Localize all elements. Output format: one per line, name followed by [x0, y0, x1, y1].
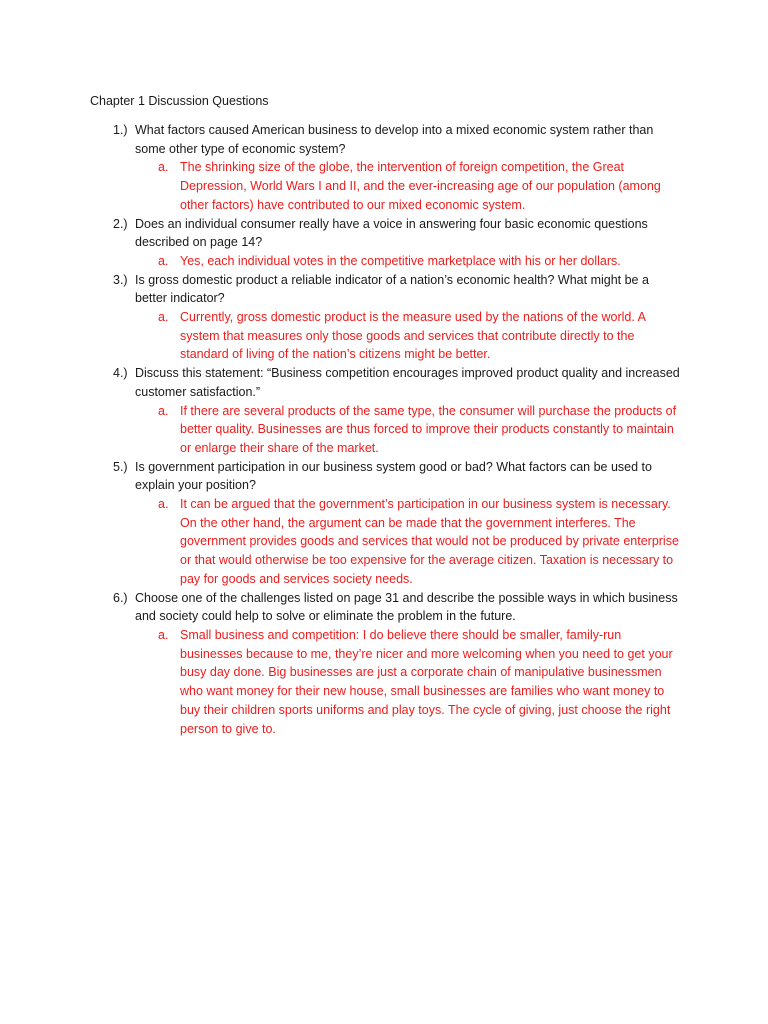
answer-text: Yes, each individual votes in the competitive marketplace with his or her dollars.	[180, 253, 621, 268]
question-number: 3.)	[113, 272, 128, 287]
question-number: 4.)	[113, 366, 128, 381]
question-text: What factors caused American business to develop into a mixed economic system rather than some other type of economic system?	[135, 123, 654, 156]
question-text-row	[0, 215, 768, 252]
question-item	[0, 364, 768, 458]
question-text: Choose one of the challenges listed on page 31 and describe the possible ways in which business and society could help to solve or eliminate the problem in the future.	[135, 590, 678, 624]
question-item	[0, 458, 768, 589]
answer-letter: a.	[158, 253, 169, 268]
answer-letter: a.	[158, 627, 169, 642]
question-text-row	[0, 271, 768, 308]
question-number: 6.)	[113, 590, 128, 605]
question-list	[0, 121, 768, 738]
answer-text: If there are several products of the same type, the consumer will purchase the products of better quality. Businesses are thus forced to improve their products constantly to maintain or enlarge their share of the market.	[180, 403, 677, 455]
answer-row	[0, 158, 768, 214]
question-text-row	[0, 121, 768, 158]
question-text-row	[0, 458, 768, 495]
document-title: Chapter 1 Discussion Questions	[90, 94, 269, 108]
question-text: Does an individual consumer really have a voice in answering four basic economic questions described on page 14?	[135, 216, 648, 250]
answer-text: Currently, gross domestic product is the measure used by the nations of the world. A system that measures only those goods and services that contribute directly to the standard of living of the nation’s citizens might be better.	[180, 310, 646, 362]
answer-row	[0, 252, 768, 271]
question-text: Is gross domestic product a reliable indicator of a nation’s economic health? What might be a better indicator?	[135, 272, 649, 306]
question-text-row	[0, 364, 768, 401]
answer-letter: a.	[158, 310, 169, 325]
answer-letter: a.	[158, 403, 169, 418]
answer-text: The shrinking size of the globe, the intervention of foreign competition, the Great Depression, World Wars I and II, and the ever-increasing age of our population (among other factors) have contributed to our mixed economic system.	[180, 160, 661, 212]
question-item	[0, 271, 768, 365]
answer-letter: a.	[158, 497, 169, 512]
question-text: Discuss this statement: “Business competition encourages improved product quality and increased customer satisfaction.”	[135, 366, 680, 399]
question-number: 5.)	[113, 459, 128, 474]
answer-letter: a.	[158, 160, 169, 175]
answer-row	[0, 626, 768, 738]
question-item	[0, 215, 768, 271]
question-number: 1.)	[113, 123, 128, 137]
question-text-row	[0, 589, 768, 626]
answer-text: It can be argued that the government’s participation in our business system is necessary. On the other hand, the argument can be made that the government interferes. The government provides goods and services that would not be produced by private enterprise or that would otherwise be too expensive for the average citizen. Taxation is necessary to pay for goods and services society needs.	[180, 497, 679, 586]
question-number: 2.)	[113, 216, 128, 231]
question-text: Is government participation in our business system good or bad? What factors can be used to explain your position?	[135, 459, 652, 493]
question-item	[0, 589, 768, 739]
answer-row	[0, 402, 768, 458]
answer-row	[0, 495, 768, 589]
question-item	[0, 121, 768, 215]
answer-text: Small business and competition: I do believe there should be smaller, family-run businesses because to me, they’re nicer and more welcoming when you need to get your busy day done. Big businesses are just a corporate chain of manipulative businessmen who want money for their new house, small businesses are families who want money to buy their children sports uniforms and play toys. The cycle of giving, just choose the right person to give to.	[180, 627, 673, 736]
answer-row	[0, 308, 768, 364]
